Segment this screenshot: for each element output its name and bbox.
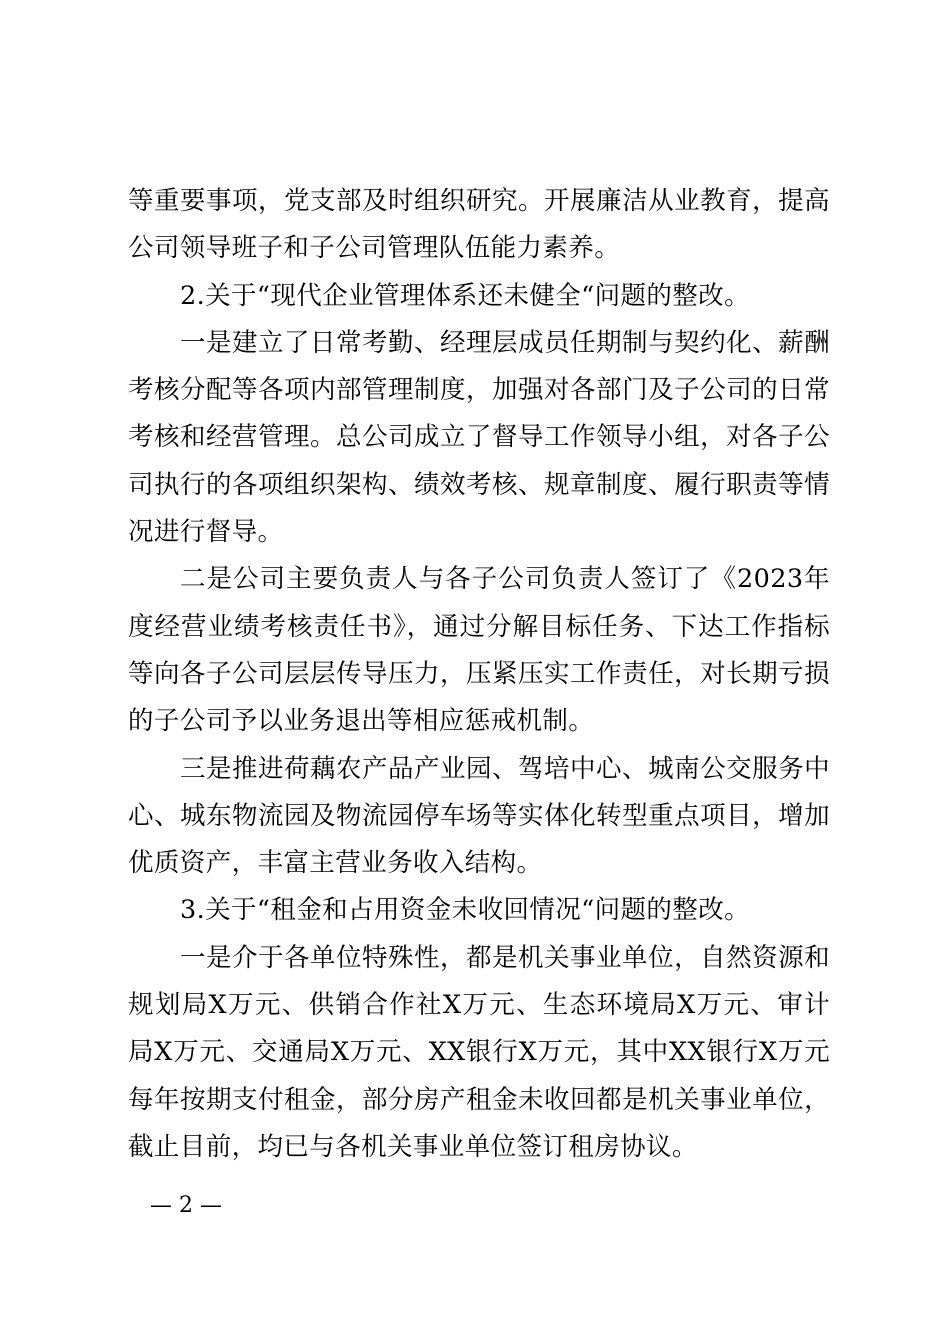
- page-number: — 2 —: [150, 1193, 222, 1218]
- paragraph-item-2: 二是公司主要负责人与各子公司负责人签订了《2023年度经营业绩考核责任书》，通过分解目标任务、下达工作指标等向各子公司层层传导压力，压紧压实工作责任，对长期亏损的子公司予以业务退出等相应惩戒机制。: [128, 564, 830, 737]
- paragraph-item-1: 一是建立了日常考勤、经理层成员任期制与契约化、薪酬考核分配等各项内部管理制度，加强对各部门及子公司的日常考核和经营管理。总公司成立了督导工作领导小组，对各子公司执行的各项组织架构、绩效考核、规章制度、履行职责等情况进行督导。: [128, 327, 830, 548]
- document-body: [128, 178, 830, 1171]
- paragraph-item-3: 三是推进荷藕农产品产业园、驾培中心、城南公交服务中心、城东物流园及物流园停车场等实体化转型重点项目，增加优质资产，丰富主营业务收入结构。: [128, 753, 830, 879]
- section-heading-2: 2.关于“现代企业管理体系还未健全“问题的整改。: [180, 280, 751, 311]
- section-heading-3: 3.关于“租金和占用资金未收回情况“问题的整改。: [180, 895, 751, 926]
- paragraph-continuation: 等重要事项，党支部及时组织研究。开展廉洁从业教育，提高公司领导班子和子公司管理队伍能力素养。: [128, 186, 830, 264]
- paragraph-item-4: 一是介于各单位特殊性，都是机关事业单位，自然资源和规划局X万元、供销合作社X万元、生态环境局X万元、审计局X万元、交通局X万元、XX银行X万元，其中XX银行X万元每年按期支付租金，部分房产租金未收回都是机关事业单位，截止目前，均已与各机关事业单位签订租房协议。: [128, 942, 830, 1162]
